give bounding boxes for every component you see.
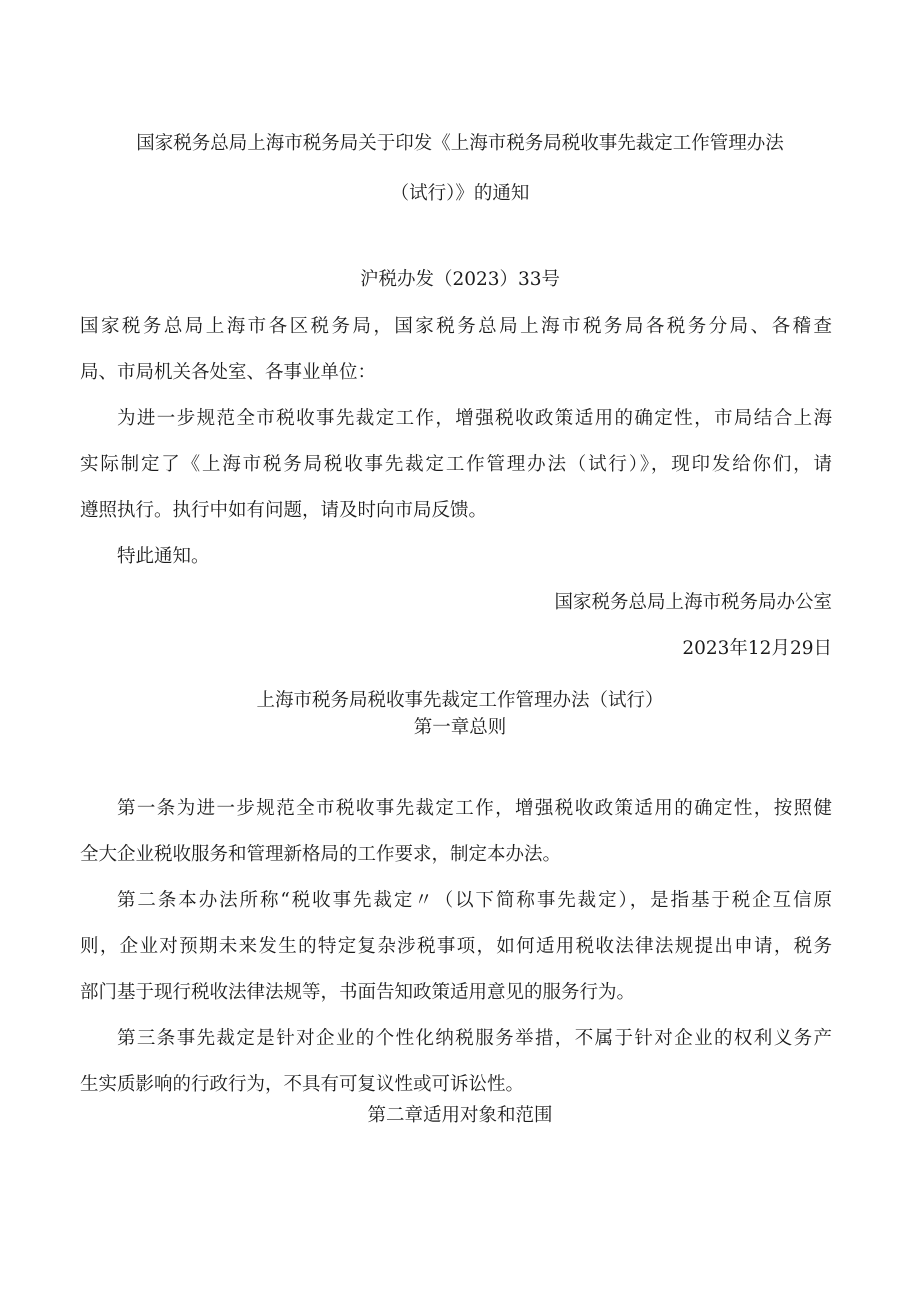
article-1-line-2: 全大企业税收服务和管理新格局的工作要求，制定本办法。 [80,844,562,865]
recipients-line-2: 局、市局机关各处室、各事业单位： [80,362,377,383]
notice-body-line-3: 遵照执行。执行中如有问题，请及时向市局反馈。 [80,500,488,521]
article-2-line-1: 第二条本办法所称“税收事先裁定〃（以下简称事先裁定），是指基于税企互信原 [117,890,832,911]
recipients-line-1: 国家税务总局上海市各区税务局，国家税务总局上海市税务局各税务分局、各稽查 [80,316,832,337]
chapter-1-title: 第一章总则 [413,717,507,738]
document-number: 沪税办发（2023）33号 [359,269,561,290]
article-1-line-1: 第一条为进一步规范全市税收事先裁定工作，增强税收政策适用的确定性，按照健 [117,798,832,819]
notice-closing: 特此通知。 [117,546,210,567]
article-2-line-2: 则，企业对预期未来发生的特定复杂涉税事项，如何适用税收法律法规提出申请，税务 [80,936,832,957]
chapter-2-title: 第二章适用对象和范围 [367,1105,553,1126]
issue-date: 2023年12月29日 [682,638,832,659]
issuer-signature: 国家税务总局上海市税务局办公室 [554,592,832,613]
article-3-line-2: 生实质影响的行政行为，不具有可复议性或可诉讼性。 [80,1074,525,1095]
notice-title-line-2: （试行）》的通知 [390,183,530,204]
notice-body-line-1: 为进一步规范全市税收事先裁定工作，增强税收政策适用的确定性，市局结合上海 [117,408,832,429]
notice-body-line-2: 实际制定了《上海市税务局税收事先裁定工作管理办法（试行）》，现印发给你们，请 [80,454,832,475]
notice-title-line-1: 国家税务总局上海市税务局关于印发《上海市税务局税收事先裁定工作管理办法 [136,133,784,154]
measures-title: 上海市税务局税收事先裁定工作管理办法（试行） [256,690,664,711]
article-3-line-1: 第三条事先裁定是针对企业的个性化纳税服务举措，不属于针对企业的权利义务产 [117,1028,832,1049]
article-2-line-3: 部门基于现行税收法律法规等，书面告知政策适用意见的服务行为。 [80,982,636,1003]
